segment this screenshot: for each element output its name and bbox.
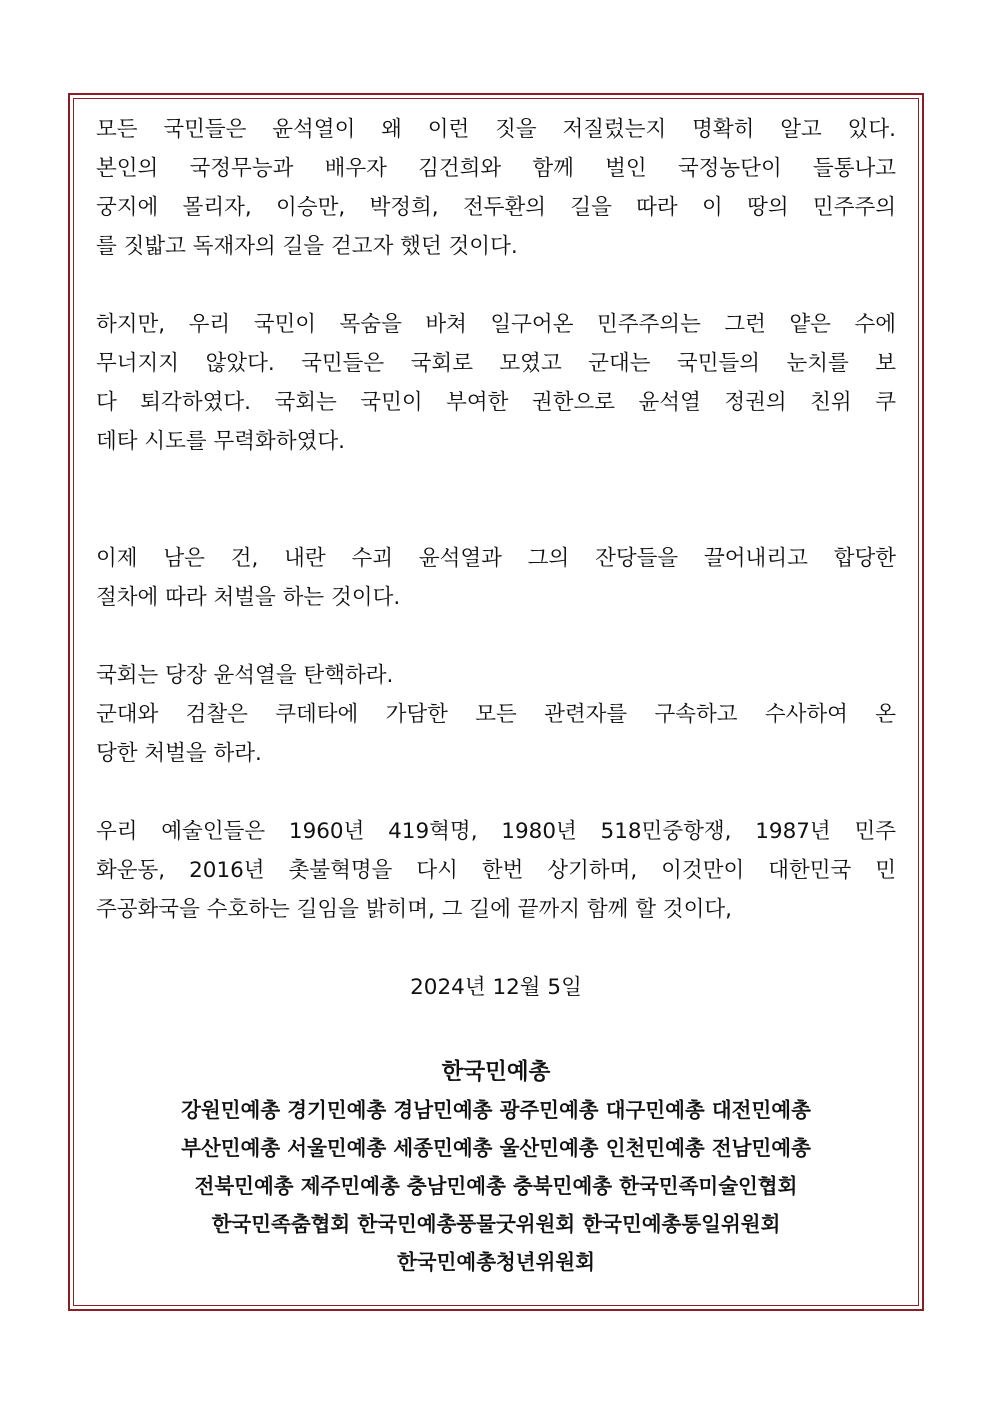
paragraph-line: 절차에 따라 처벌을 하는 것이다. xyxy=(96,585,401,610)
paragraph-1 xyxy=(96,110,896,266)
statement-date: 2024년 12월 5일 xyxy=(410,975,582,1000)
signatories-block xyxy=(96,1053,896,1281)
paragraph-line: 주공화국을 수호하는 길임을 밝히며, 그 길에 끝까지 함께 할 것이다, xyxy=(96,897,732,922)
signatory-line: 부산민예총 서울민예총 세종민예총 울산민예총 인천민예총 전남민예총 xyxy=(181,1136,811,1160)
paragraph-line: 당한 처벌을 하라. xyxy=(96,741,262,766)
paragraph-line: 본인의 국정무능과 배우자 김건희와 함께 벌인 국정농단이 들통나고 xyxy=(96,156,896,181)
signatory-line: 한국민예총청년위원회 xyxy=(396,1250,596,1274)
paragraph-spacer xyxy=(96,617,896,656)
paragraph-line: 군대와 검찰은 쿠데타에 가담한 모든 관련자를 구속하고 수사하여 온 xyxy=(96,702,896,727)
paragraph-line: 화운동, 2016년 촛불혁명을 다시 한번 상기하며, 이것만이 대한민국 민 xyxy=(96,858,896,883)
paragraph-spacer xyxy=(96,461,896,539)
paragraph-line: 하지만, 우리 국민이 목숨을 바쳐 일구어온 민주주의는 그런 얕은 수에 xyxy=(96,312,896,337)
signatory-line: 전북민예총 제주민예총 충남민예총 충북민예총 한국민족미술인협회 xyxy=(194,1174,798,1198)
paragraph-2 xyxy=(96,305,896,461)
paragraph-line: 궁지에 몰리자, 이승만, 박정희, 전두환의 길을 따라 이 땅의 민주주의 xyxy=(96,195,896,220)
paragraph-3 xyxy=(96,539,896,617)
paragraph-line: 다 퇴각하였다. 국회는 국민이 부여한 권한으로 윤석열 정권의 친위 쿠 xyxy=(96,390,896,415)
paragraph-line: 무너지지 않았다. 국민들은 국회로 모였고 군대는 국민들의 눈치를 보 xyxy=(96,351,896,376)
signatory-line: 강원민예총 경기민예총 경남민예총 광주민예총 대구민예총 대전민예총 xyxy=(181,1098,811,1122)
paragraph-line: 데타 시도를 무력화하였다. xyxy=(96,429,345,454)
signatory-line: 한국민족춤협회 한국민예총풍물굿위원회 한국민예총통일위원회 xyxy=(211,1212,781,1236)
signatory-head: 한국민예총 xyxy=(441,1059,551,1085)
paragraph-line: 우리 예술인들은 1960년 419혁명, 1980년 518민중항쟁, 1987년 민주 xyxy=(96,819,896,844)
paragraph-spacer xyxy=(96,266,896,305)
paragraph-line: 를 짓밟고 독재자의 길을 걷고자 했던 것이다. xyxy=(96,234,518,259)
paragraph-4 xyxy=(96,656,896,773)
paragraph-line: 모든 국민들은 윤석열이 왜 이런 짓을 저질렀는지 명확히 알고 있다. xyxy=(96,117,896,142)
paragraph-line: 국회는 당장 윤석열을 탄핵하라. xyxy=(96,663,394,688)
paragraph-5 xyxy=(96,812,896,929)
paragraph-line: 이제 남은 건, 내란 수괴 윤석열과 그의 잔당들을 끌어내리고 합당한 xyxy=(96,546,896,571)
statement-body xyxy=(96,110,896,1281)
paragraph-spacer xyxy=(96,773,896,812)
paragraph-spacer xyxy=(96,929,896,968)
